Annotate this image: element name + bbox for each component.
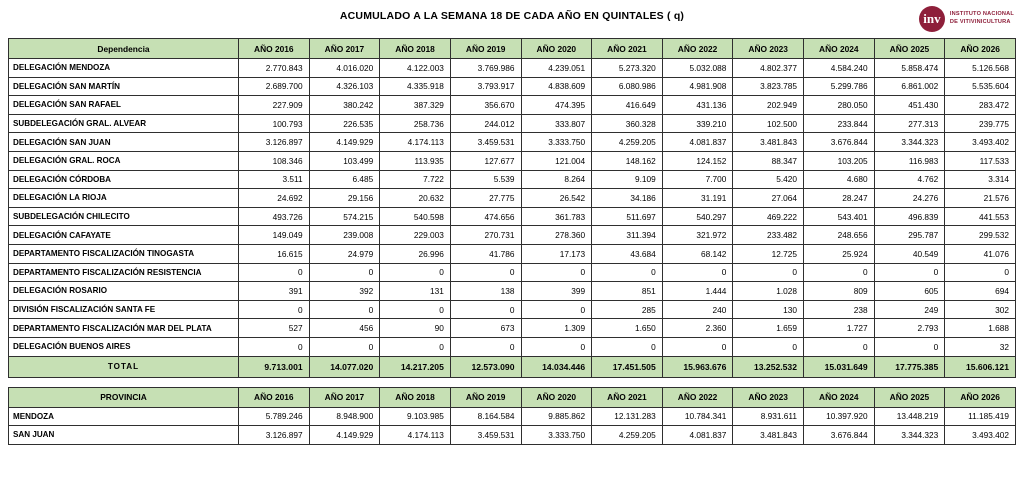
cell-value: 9.109	[592, 170, 663, 189]
page-title: ACUMULADO A LA SEMANA 18 DE CADA AÑO EN QUINTALES ( q)	[339, 10, 685, 22]
column-header-2020: AÑO 2020	[521, 387, 592, 407]
cell-value: 27.064	[733, 189, 804, 208]
cell-value: 1.444	[662, 282, 733, 301]
table-row	[9, 263, 1016, 282]
column-header-2023: AÑO 2023	[733, 387, 804, 407]
cell-value: 4.081.837	[662, 133, 733, 152]
cell-value: 5.273.320	[592, 59, 663, 78]
column-header-2018: AÑO 2018	[380, 39, 451, 59]
cell-value: 3.481.843	[733, 426, 804, 445]
cell-value: 543.401	[804, 207, 875, 226]
cell-value: 5.126.568	[945, 59, 1016, 78]
cell-value: 1.028	[733, 282, 804, 301]
cell-value: 24.979	[309, 244, 380, 263]
cell-value: 12.131.283	[592, 407, 663, 426]
cell-value: 321.972	[662, 226, 733, 245]
cell-value: 10.784.341	[662, 407, 733, 426]
cell-value: 10.397.920	[804, 407, 875, 426]
cell-value: 851	[592, 282, 663, 301]
cell-value: 3.481.843	[733, 133, 804, 152]
cell-value: 360.328	[592, 114, 663, 133]
cell-value: 131	[380, 282, 451, 301]
total-value: 14.034.446	[521, 356, 592, 377]
cell-value: 431.136	[662, 96, 733, 115]
cell-value: 27.775	[450, 189, 521, 208]
total-value: 9.713.001	[239, 356, 310, 377]
cell-value: 0	[945, 263, 1016, 282]
cell-value: 41.786	[450, 244, 521, 263]
cell-value: 5.535.604	[945, 77, 1016, 96]
column-header-2021: AÑO 2021	[592, 387, 663, 407]
dependencia-table	[8, 38, 1016, 378]
table-row	[9, 300, 1016, 319]
cell-value: 399	[521, 282, 592, 301]
cell-value: 121.004	[521, 151, 592, 170]
cell-value: 0	[239, 263, 310, 282]
cell-value: 0	[733, 337, 804, 356]
total-value: 17.451.505	[592, 356, 663, 377]
cell-value: 138	[450, 282, 521, 301]
provincia-table-body	[9, 407, 1016, 444]
cell-value: 0	[521, 337, 592, 356]
cell-value: 673	[450, 319, 521, 338]
cell-value: 20.632	[380, 189, 451, 208]
total-value: 14.217.205	[380, 356, 451, 377]
cell-value: 3.459.531	[450, 133, 521, 152]
cell-value: 280.050	[804, 96, 875, 115]
cell-value: 32	[945, 337, 1016, 356]
cell-value: 238	[804, 300, 875, 319]
cell-value: 4.149.929	[309, 133, 380, 152]
table-row	[9, 407, 1016, 426]
cell-value: 88.347	[733, 151, 804, 170]
cell-value: 694	[945, 282, 1016, 301]
cell-value: 21.576	[945, 189, 1016, 208]
cell-value: 361.783	[521, 207, 592, 226]
cell-value: 229.003	[380, 226, 451, 245]
cell-value: 356.670	[450, 96, 521, 115]
cell-value: 540.598	[380, 207, 451, 226]
row-label: DEPARTAMENTO FISCALIZACIÓN RESISTENCIA	[9, 263, 239, 282]
cell-value: 299.532	[945, 226, 1016, 245]
cell-value: 5.420	[733, 170, 804, 189]
table-row	[9, 244, 1016, 263]
column-header-2025: AÑO 2025	[874, 387, 945, 407]
row-label: DELEGACIÓN SAN RAFAEL	[9, 96, 239, 115]
cell-value: 4.174.113	[380, 426, 451, 445]
cell-value: 0	[450, 337, 521, 356]
cell-value: 4.981.908	[662, 77, 733, 96]
cell-value: 244.012	[450, 114, 521, 133]
cell-value: 4.259.205	[592, 133, 663, 152]
cell-value: 116.983	[874, 151, 945, 170]
cell-value: 0	[804, 337, 875, 356]
column-header-2024: AÑO 2024	[804, 39, 875, 59]
cell-value: 124.152	[662, 151, 733, 170]
cell-value: 456	[309, 319, 380, 338]
cell-value: 0	[874, 337, 945, 356]
column-header-2017: AÑO 2017	[309, 387, 380, 407]
cell-value: 4.259.205	[592, 426, 663, 445]
cell-value: 13.448.219	[874, 407, 945, 426]
row-label: DELEGACIÓN LA RIOJA	[9, 189, 239, 208]
row-label: SUBDELEGACIÓN GRAL. ALVEAR	[9, 114, 239, 133]
cell-value: 3.676.844	[804, 133, 875, 152]
cell-value: 0	[380, 337, 451, 356]
cell-value: 4.680	[804, 170, 875, 189]
table-row	[9, 170, 1016, 189]
cell-value: 148.162	[592, 151, 663, 170]
cell-value: 0	[309, 300, 380, 319]
cell-value: 117.533	[945, 151, 1016, 170]
column-header-2022: AÑO 2022	[662, 387, 733, 407]
cell-value: 3.126.897	[239, 133, 310, 152]
cell-value: 11.185.419	[945, 407, 1016, 426]
cell-value: 16.615	[239, 244, 310, 263]
cell-value: 3.344.323	[874, 133, 945, 152]
cell-value: 7.722	[380, 170, 451, 189]
cell-value: 3.511	[239, 170, 310, 189]
cell-value: 441.553	[945, 207, 1016, 226]
cell-value: 4.335.918	[380, 77, 451, 96]
row-label: DELEGACIÓN CAFAYATE	[9, 226, 239, 245]
cell-value: 392	[309, 282, 380, 301]
table-row	[9, 133, 1016, 152]
cell-value: 240	[662, 300, 733, 319]
cell-value: 4.802.377	[733, 59, 804, 78]
cell-value: 1.727	[804, 319, 875, 338]
column-header-provincia: PROVINCIA	[9, 387, 239, 407]
cell-value: 8.931.611	[733, 407, 804, 426]
inv-logo-text	[950, 11, 1014, 26]
cell-value: 40.549	[874, 244, 945, 263]
inv-logo-line2: DE VITIVINICULTURA	[949, 19, 1011, 25]
cell-value: 6.080.986	[592, 77, 663, 96]
cell-value: 17.173	[521, 244, 592, 263]
cell-value: 3.769.986	[450, 59, 521, 78]
cell-value: 31.191	[662, 189, 733, 208]
cell-value: 1.650	[592, 319, 663, 338]
row-label: DELEGACIÓN GRAL. ROCA	[9, 151, 239, 170]
cell-value: 4.122.003	[380, 59, 451, 78]
column-header-2016: AÑO 2016	[239, 387, 310, 407]
cell-value: 391	[239, 282, 310, 301]
cell-value: 496.839	[874, 207, 945, 226]
total-value: 13.252.532	[733, 356, 804, 377]
inv-logo-line1: INSTITUTO NACIONAL	[949, 11, 1014, 18]
report-header	[8, 6, 1016, 36]
cell-value: 41.076	[945, 244, 1016, 263]
cell-value: 2.770.843	[239, 59, 310, 78]
cell-value: 311.394	[592, 226, 663, 245]
cell-value: 239.775	[945, 114, 1016, 133]
provincia-table	[8, 387, 1016, 445]
cell-value: 100.793	[239, 114, 310, 133]
table-header-row	[9, 39, 1016, 59]
cell-value: 43.684	[592, 244, 663, 263]
total-value: 17.775.385	[874, 356, 945, 377]
column-header-2019: AÑO 2019	[450, 387, 521, 407]
row-label: DELEGACIÓN MENDOZA	[9, 59, 239, 78]
cell-value: 0	[592, 263, 663, 282]
cell-value: 68.142	[662, 244, 733, 263]
table-row	[9, 319, 1016, 338]
cell-value: 226.535	[309, 114, 380, 133]
cell-value: 3.126.897	[239, 426, 310, 445]
cell-value: 809	[804, 282, 875, 301]
cell-value: 4.326.103	[309, 77, 380, 96]
cell-value: 29.156	[309, 189, 380, 208]
cell-value: 12.725	[733, 244, 804, 263]
cell-value: 3.793.917	[450, 77, 521, 96]
column-header-2018: AÑO 2018	[380, 387, 451, 407]
cell-value: 3.823.785	[733, 77, 804, 96]
cell-value: 130	[733, 300, 804, 319]
cell-value: 302	[945, 300, 1016, 319]
total-row	[9, 356, 1016, 377]
cell-value: 9.885.862	[521, 407, 592, 426]
cell-value: 0	[380, 263, 451, 282]
cell-value: 3.314	[945, 170, 1016, 189]
cell-value: 24.276	[874, 189, 945, 208]
table-row	[9, 207, 1016, 226]
total-value: 15.606.121	[945, 356, 1016, 377]
cell-value: 0	[309, 337, 380, 356]
row-label: SAN JUAN	[9, 426, 239, 445]
cell-value: 2.360	[662, 319, 733, 338]
table-row	[9, 96, 1016, 115]
column-header-2025: AÑO 2025	[874, 39, 945, 59]
column-header-2016: AÑO 2016	[239, 39, 310, 59]
row-label: DELEGACIÓN ROSARIO	[9, 282, 239, 301]
cell-value: 3.459.531	[450, 426, 521, 445]
table-row	[9, 426, 1016, 445]
cell-value: 4.016.020	[309, 59, 380, 78]
cell-value: 380.242	[309, 96, 380, 115]
cell-value: 5.858.474	[874, 59, 945, 78]
cell-value: 8.264	[521, 170, 592, 189]
cell-value: 3.493.402	[945, 426, 1016, 445]
cell-value: 5.539	[450, 170, 521, 189]
cell-value: 103.205	[804, 151, 875, 170]
cell-value: 3.344.323	[874, 426, 945, 445]
cell-value: 233.844	[804, 114, 875, 133]
cell-value: 1.309	[521, 319, 592, 338]
cell-value: 605	[874, 282, 945, 301]
inv-logo-icon: inv	[919, 6, 945, 32]
cell-value: 451.430	[874, 96, 945, 115]
cell-value: 233.482	[733, 226, 804, 245]
row-label: MENDOZA	[9, 407, 239, 426]
cell-value: 0	[450, 300, 521, 319]
cell-value: 0	[239, 300, 310, 319]
cell-value: 127.677	[450, 151, 521, 170]
total-value: 12.573.090	[450, 356, 521, 377]
column-header-2020: AÑO 2020	[521, 39, 592, 59]
row-label: DEPARTAMENTO FISCALIZACIÓN TINOGASTA	[9, 244, 239, 263]
table-row	[9, 151, 1016, 170]
cell-value: 270.731	[450, 226, 521, 245]
table-row	[9, 77, 1016, 96]
cell-value: 387.329	[380, 96, 451, 115]
cell-value: 3.333.750	[521, 133, 592, 152]
cell-value: 0	[450, 263, 521, 282]
cell-value: 6.861.002	[874, 77, 945, 96]
cell-value: 103.499	[309, 151, 380, 170]
cell-value: 0	[874, 263, 945, 282]
cell-value: 8.948.900	[309, 407, 380, 426]
cell-value: 285	[592, 300, 663, 319]
cell-value: 24.692	[239, 189, 310, 208]
column-header-2019: AÑO 2019	[450, 39, 521, 59]
table-row	[9, 337, 1016, 356]
cell-value: 4.762	[874, 170, 945, 189]
row-label: DELEGACIÓN SAN JUAN	[9, 133, 239, 152]
cell-value: 26.996	[380, 244, 451, 263]
cell-value: 3.676.844	[804, 426, 875, 445]
cell-value: 540.297	[662, 207, 733, 226]
cell-value: 28.247	[804, 189, 875, 208]
table-row	[9, 114, 1016, 133]
cell-value: 26.542	[521, 189, 592, 208]
cell-value: 277.313	[874, 114, 945, 133]
cell-value: 278.360	[521, 226, 592, 245]
table-row	[9, 226, 1016, 245]
cell-value: 5.789.246	[239, 407, 310, 426]
cell-value: 0	[592, 337, 663, 356]
cell-value: 333.807	[521, 114, 592, 133]
cell-value: 4.081.837	[662, 426, 733, 445]
cell-value: 6.485	[309, 170, 380, 189]
cell-value: 3.493.402	[945, 133, 1016, 152]
cell-value: 2.793	[874, 319, 945, 338]
cell-value: 511.697	[592, 207, 663, 226]
table-header-row	[9, 387, 1016, 407]
total-value: 14.077.020	[309, 356, 380, 377]
column-header-2017: AÑO 2017	[309, 39, 380, 59]
row-label: DELEGACIÓN SAN MARTÍN	[9, 77, 239, 96]
cell-value: 0	[662, 337, 733, 356]
cell-value: 4.149.929	[309, 426, 380, 445]
cell-value: 339.210	[662, 114, 733, 133]
provincia-table-head	[9, 387, 1016, 407]
cell-value: 0	[239, 337, 310, 356]
cell-value: 8.164.584	[450, 407, 521, 426]
cell-value: 25.924	[804, 244, 875, 263]
cell-value: 3.333.750	[521, 426, 592, 445]
cell-value: 295.787	[874, 226, 945, 245]
cell-value: 1.659	[733, 319, 804, 338]
table-row	[9, 282, 1016, 301]
inv-logo	[919, 6, 1014, 32]
column-header-dependencia: Dependencia	[9, 39, 239, 59]
cell-value: 102.500	[733, 114, 804, 133]
cell-value: 0	[662, 263, 733, 282]
row-label: SUBDELEGACIÓN CHILECITO	[9, 207, 239, 226]
cell-value: 2.689.700	[239, 77, 310, 96]
cell-value: 227.909	[239, 96, 310, 115]
column-header-2026: AÑO 2026	[945, 387, 1016, 407]
cell-value: 4.584.240	[804, 59, 875, 78]
column-header-2026: AÑO 2026	[945, 39, 1016, 59]
column-header-2023: AÑO 2023	[733, 39, 804, 59]
cell-value: 7.700	[662, 170, 733, 189]
total-value: 15.963.676	[662, 356, 733, 377]
column-header-2024: AÑO 2024	[804, 387, 875, 407]
cell-value: 416.649	[592, 96, 663, 115]
cell-value: 34.186	[592, 189, 663, 208]
row-label: DELEGACIÓN BUENOS AIRES	[9, 337, 239, 356]
dependencia-table-body	[9, 59, 1016, 378]
cell-value: 258.736	[380, 114, 451, 133]
cell-value: 0	[804, 263, 875, 282]
row-label: DELEGACIÓN CÓRDOBA	[9, 170, 239, 189]
table-row	[9, 189, 1016, 208]
cell-value: 469.222	[733, 207, 804, 226]
table-row	[9, 59, 1016, 78]
cell-value: 4.838.609	[521, 77, 592, 96]
cell-value: 108.346	[239, 151, 310, 170]
dependencia-table-head	[9, 39, 1016, 59]
column-header-2021: AÑO 2021	[592, 39, 663, 59]
cell-value: 0	[380, 300, 451, 319]
cell-value: 249	[874, 300, 945, 319]
cell-value: 202.949	[733, 96, 804, 115]
cell-value: 5.032.088	[662, 59, 733, 78]
cell-value: 248.656	[804, 226, 875, 245]
cell-value: 527	[239, 319, 310, 338]
cell-value: 149.049	[239, 226, 310, 245]
cell-value: 0	[521, 263, 592, 282]
cell-value: 0	[309, 263, 380, 282]
cell-value: 9.103.985	[380, 407, 451, 426]
cell-value: 1.688	[945, 319, 1016, 338]
cell-value: 474.656	[450, 207, 521, 226]
cell-value: 493.726	[239, 207, 310, 226]
cell-value: 4.174.113	[380, 133, 451, 152]
row-label: DIVISIÓN FISCALIZACIÓN SANTA FE	[9, 300, 239, 319]
cell-value: 4.239.051	[521, 59, 592, 78]
cell-value: 474.395	[521, 96, 592, 115]
row-label: DEPARTAMENTO FISCALIZACIÓN MAR DEL PLATA	[9, 319, 239, 338]
total-label: TOTAL	[9, 356, 239, 377]
cell-value: 90	[380, 319, 451, 338]
cell-value: 0	[733, 263, 804, 282]
cell-value: 574.215	[309, 207, 380, 226]
cell-value: 113.935	[380, 151, 451, 170]
total-value: 15.031.649	[804, 356, 875, 377]
cell-value: 283.472	[945, 96, 1016, 115]
cell-value: 0	[521, 300, 592, 319]
cell-value: 239.008	[309, 226, 380, 245]
cell-value: 5.299.786	[804, 77, 875, 96]
column-header-2022: AÑO 2022	[662, 39, 733, 59]
